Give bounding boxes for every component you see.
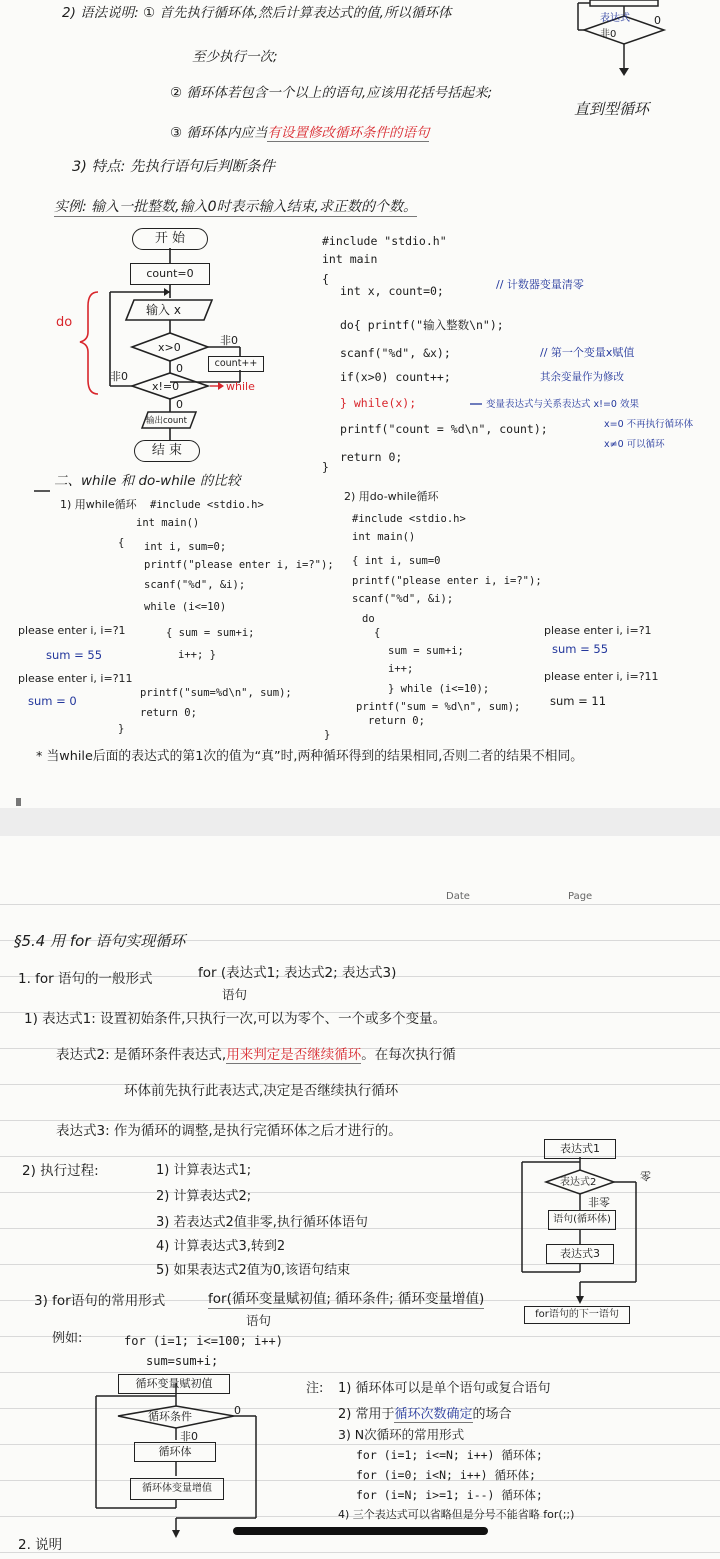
example-label: 例如: (52, 1331, 83, 1346)
home-indicator[interactable] (233, 1527, 488, 1535)
note-1: 1) 循环体可以是单个语句或复合语句 (338, 1381, 551, 1396)
fd-expr2: 表达式2 (560, 1177, 597, 1188)
flow-input: 输入 x (146, 303, 181, 317)
dowhile-code-8: i++; (388, 663, 414, 675)
flow-cond1-true: 非0 (220, 334, 238, 347)
dowhile-code-3: printf("please enter i, i=?"); (352, 575, 542, 587)
code1-line-10: } (322, 460, 329, 474)
flow-cond2-false: 0 (176, 398, 183, 411)
note-3-form-2: for (i=0; i<N; i++) 循环体; (356, 1468, 536, 1482)
notes-title: 注: (306, 1381, 324, 1396)
page-label: Page (568, 891, 593, 902)
flow-output: 输出count (146, 416, 187, 426)
mini-expr-label: 表达式 (600, 13, 630, 24)
code1-line-6: if(x>0) count++; (340, 370, 451, 384)
code1-note-2: // 第一个变量x赋值 (540, 346, 635, 359)
dowhile-result1-sum: sum = 55 (552, 642, 609, 656)
while-code-5: scanf("%d", &i); (144, 579, 246, 591)
example-code: for (i=1; i<=100; i++) (124, 1334, 283, 1348)
while-code-4: printf("please enter i, i=?"); (144, 559, 334, 571)
page-gap (0, 808, 720, 836)
dowhile-code-11: return 0; (368, 715, 425, 727)
item3-prefix: ③ 循环体内应当 (170, 125, 268, 141)
item3-highlight: 有设置修改循环条件的语句 (267, 125, 430, 141)
fd2-init: 循环变量赋初值 (118, 1374, 230, 1394)
code1-line-7: } while(x); (340, 396, 417, 410)
note-2-highlight: 循环次数确定 (394, 1407, 473, 1422)
general-form-stmt: 语句 (222, 987, 248, 1002)
dowhile-result2-sum: sum = 11 (550, 694, 607, 708)
code1-note-1: // 计数器变量清零 (496, 278, 584, 291)
page-2 (0, 836, 720, 1559)
while-code-9: printf("sum=%d\n", sum); (140, 687, 292, 699)
explain-title: 2. 说明 (18, 1537, 63, 1553)
while-result1-sum (46, 646, 102, 664)
expr2-desc-cont: 环体前先执行此表达式,决定是否继续执行循环 (124, 1083, 399, 1099)
exec-title: 2) 执行过程: (22, 1163, 99, 1179)
note-2-a: 2) 常用于 (338, 1407, 395, 1422)
while-code-8: i++; } (178, 649, 216, 661)
flow-cond1-false: 0 (176, 362, 183, 375)
dowhile-code-6: { (374, 627, 381, 639)
while-result1-sum-text: sum = 55 (46, 648, 103, 662)
exec-step-1: 1) 计算表达式1; (156, 1163, 252, 1178)
compare-title: 二、while 和 do-while 的比较 (54, 473, 241, 489)
code1-note-6: x≠0 可以循环 (604, 439, 665, 450)
while-code-10: return 0; (140, 707, 197, 719)
dowhile-code-0: #include <stdio.h> (352, 513, 466, 525)
comparison-note: * 当while后面的表达式的第1次的值为“真”时,两种循环得到的结果相同,否则二者的结果不相同。 (36, 749, 584, 764)
dowhile-code-5: do (362, 613, 375, 625)
date-label: Date (446, 891, 470, 902)
example-body: sum=sum+i; (146, 1354, 219, 1368)
flow-while-label: while (226, 380, 255, 393)
note-3-form-3: for (i=N; i>=1; i--) 循环体; (356, 1488, 543, 1502)
example-title: 实例: 输入一批整数,输入0时表示输入结束,求正数的个数。 (54, 199, 417, 215)
expr3-desc: 表达式3: 作为循环的调整,是执行完循环体之后才进行的。 (56, 1123, 402, 1139)
section-title: §5.4 用 for 语句实现循环 (14, 932, 186, 950)
fd-zero: 零 (640, 1170, 651, 1183)
expr2-desc (56, 1046, 456, 1064)
common-form: for(循环变量赋初值; 循环条件; 循环变量增值) (208, 1291, 485, 1307)
while-title: 1) 用while循环 (60, 498, 137, 511)
syntax-note-item2: ② 循环体若包含一个以上的语句,应该用花括号括起来; (170, 85, 493, 101)
note-3-form-1: for (i=1; i<=N; i++) 循环体; (356, 1448, 543, 1462)
common-form-stmt: 语句 (246, 1313, 272, 1328)
while-result1-prompt: please enter i, i=?1 (18, 624, 126, 637)
fd2-body: 循环体 (134, 1442, 216, 1462)
flow-cond2: x!=0 (152, 380, 180, 393)
until-loop-caption: 直到型循环 (574, 100, 650, 118)
code1-line-0: #include "stdio.h" (322, 234, 447, 248)
flow-cond2-true: 非0 (110, 370, 128, 383)
fd-nonzero: 非零 (588, 1196, 610, 1209)
code1-line-8: printf("count = %d\n", count); (340, 422, 548, 436)
fd-stmt: 语句(循环体) (548, 1210, 616, 1230)
flow-cond1: x>0 (158, 341, 181, 354)
feature-title: 3) 特点: 先执行语句后判断条件 (72, 159, 275, 175)
exec-step-5: 5) 如果表达式2值为0,该语句结束 (156, 1263, 351, 1278)
syntax-note-line2: 至少执行一次; (192, 49, 278, 65)
page-mark (16, 798, 21, 806)
dowhile-code-2: { int i, sum=0 (352, 555, 441, 567)
exec-step-3: 3) 若表达式2值非零,执行循环体语句 (156, 1215, 368, 1230)
expr1-desc: 1) 表达式1: 设置初始条件,只执行一次,可以为零个、一个或多个变量。 (24, 1011, 447, 1027)
while-code-0: #include <stdio.h> (150, 499, 264, 511)
code1-note-3: 其余变量作为修改 (540, 371, 624, 383)
note-4: 4) 三个表达式可以省略但是分号不能省略 for(;;) (338, 1508, 575, 1521)
dowhile-code-9: } while (i<=10); (388, 683, 490, 695)
fd-next: for语句的下一语句 (524, 1306, 630, 1324)
code1-note-4: 变量表达式与关系表达式 x!=0 效果 (486, 399, 639, 410)
note-2-b: 的场合 (472, 1407, 512, 1422)
flow-start: 开 始 (132, 228, 208, 250)
expr2-desc-b: 。在每次执行循 (361, 1047, 456, 1063)
mini-zero-label: 0 (654, 14, 661, 27)
dowhile-code-7: sum = sum+i; (388, 645, 464, 657)
syntax-note-title: 2) 语法说明: ① 首先执行循环体,然后计算表达式的值,所以循环体 (62, 5, 452, 21)
code1-line-1: int main (322, 252, 378, 266)
while-code-7: { sum = sum+i; (166, 627, 255, 639)
fd2-incr: 循环体变量增值 (130, 1478, 224, 1500)
dowhile-code-12: } (324, 729, 331, 741)
code1-line-4: do{ printf("输入整数\n"); (340, 318, 504, 332)
code1-line-3: int x, count=0; (340, 284, 444, 298)
dowhile-code-1: int main() (352, 531, 416, 543)
dowhile-title: 2) 用do-while循环 (344, 490, 439, 503)
flow-end: 结 束 (134, 440, 200, 462)
while-code-2: { (118, 537, 125, 549)
dowhile-code-4: scanf("%d", &i); (352, 593, 454, 605)
dowhile-code-10: printf("sum = %d\n", sum); (356, 701, 521, 713)
code1-line-5: scanf("%d", &x); (340, 346, 451, 360)
code1-note-5: x=0 不再执行循环体 (604, 419, 694, 430)
common-title: 3) for语句的常用形式 (34, 1293, 166, 1309)
fd-expr3: 表达式3 (546, 1244, 614, 1264)
fd2-nonzero: 非0 (180, 1430, 198, 1443)
flow-do-label: do (56, 315, 73, 330)
while-code-11: } (118, 723, 125, 735)
fd2-cond: 循环条件 (148, 1410, 192, 1423)
note-2 (338, 1406, 512, 1424)
fd-expr1: 表达式1 (544, 1139, 616, 1159)
flow-count-init: count=0 (130, 263, 210, 285)
while-code-6: while (i<=10) (144, 601, 227, 613)
code1-line-2: { (322, 272, 329, 286)
expr2-desc-a: 表达式2: 是循环条件表达式, (56, 1047, 227, 1063)
while-result2-sum: sum = 0 (28, 694, 77, 708)
exec-step-4: 4) 计算表达式3,转到2 (156, 1239, 286, 1254)
general-form-title: 1. for 语句的一般形式 (18, 971, 153, 987)
note-3: 3) N次循环的常用形式 (338, 1427, 465, 1442)
fd2-zero: 0 (234, 1404, 241, 1417)
exec-step-2: 2) 计算表达式2; (156, 1189, 252, 1204)
while-code-3: int i, sum=0; (144, 541, 227, 553)
mini-nonzero-label: 非0 (600, 29, 617, 40)
while-result2-prompt: please enter i, i=?11 (18, 672, 133, 685)
dowhile-result1-prompt: please enter i, i=?1 (544, 624, 652, 637)
while-code-1: int main() (136, 517, 200, 529)
flow-count-inc: count++ (208, 356, 264, 372)
dowhile-result2-prompt: please enter i, i=?11 (544, 670, 659, 683)
code1-line-9: return 0; (340, 450, 403, 464)
general-form: for (表达式1; 表达式2; 表达式3) (198, 965, 397, 981)
expr2-desc-highlight: 用来判定是否继续循环 (226, 1047, 362, 1063)
